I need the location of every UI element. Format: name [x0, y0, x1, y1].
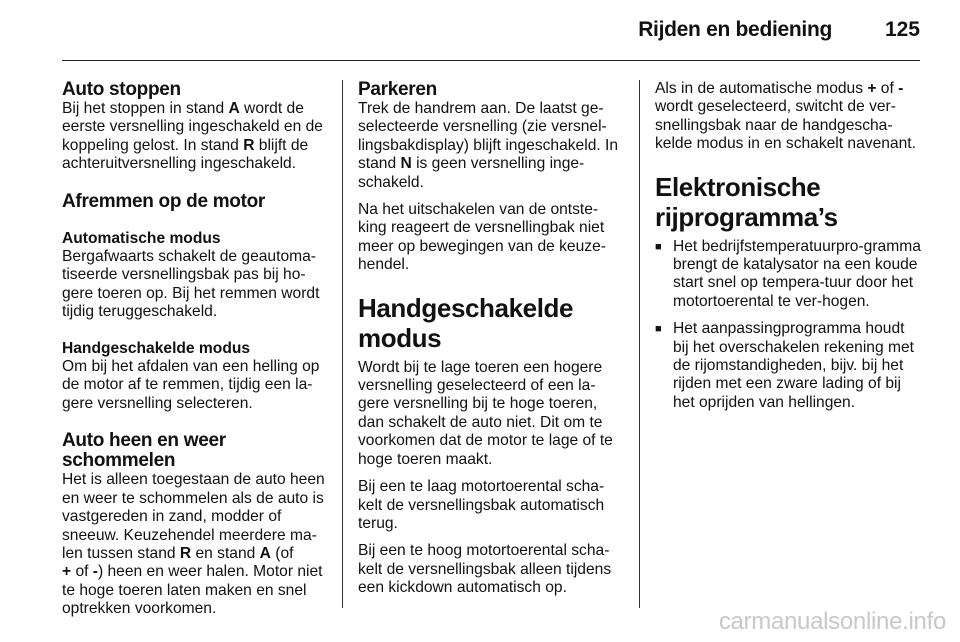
- column-divider: [639, 80, 640, 608]
- paragraph: Bergafwaarts schakelt de geautoma-tiseerde versnellingsbak pas bij ho-gere toeren op. Bij het remmen wordt tijdig teruggeschakeld.: [62, 248, 320, 321]
- paragraph: Wordt bij te lage toeren een hogere versnelling geselecteerd of een la-gere versnelling bij te hoge toeren, dan schakelt de auto niet. Dit om te voorkomen dat de motor te lage of te hoge toeren maakt.: [358, 358, 613, 468]
- section-title: Afremmen op de motor: [62, 190, 266, 212]
- section-title: Parkeren: [358, 79, 437, 100]
- subsection-title: Automatische modus: [62, 229, 221, 247]
- bullet-list: [655, 238, 923, 413]
- paragraph: Bij het stoppen in stand A wordt de eerste versnelling ingeschakeld en de koppeling gelost. In stand R blijft de achteruitversnelling ingeschakeld.: [62, 100, 323, 173]
- paragraph: Als in de automatische modus + of - wordt geselecteerd, switcht de ver-snellingsbak naar de handgescha-kelde modus in en schakelt navenant.: [655, 80, 916, 153]
- column-1: [62, 80, 328, 619]
- watermark: carmanualsonline.info: [718, 608, 946, 635]
- section-title: Auto heen en weer schommelen: [62, 430, 226, 472]
- chapter-title: Rijden en bediening: [638, 18, 832, 41]
- page-header: [62, 0, 920, 61]
- section-title: Auto stoppen: [62, 79, 181, 100]
- paragraph: Na het uitschakelen van de ontste-king reageert de versnellingbak niet meer op bewegingen van de keuze-hendel.: [358, 201, 606, 274]
- column-divider: [342, 80, 343, 608]
- section-title: Elektronische rijprogramma’s: [655, 171, 838, 232]
- paragraph: Het is alleen toegestaan de auto heen en weer te schommelen als de auto is vastgereden in zand, modder of sneeuw. Keuzehendel meerdere ma-len tussen stand R en stand A (of + of -) heen en weer halen. Motor niet te hoge toeren laten maken en snel optrekken voorkomen.: [62, 471, 325, 618]
- paragraph: Trek de handrem aan. De laatst ge-selecteerde versnelling (zie versnel-lingsbakdisplay) blijft ingeschakeld. In stand N is geen versnelling inge-schakeld.: [358, 100, 619, 191]
- subsection-title: Handgeschakelde modus: [62, 339, 251, 357]
- list-item: ■ Het bedrijfstemperatuurpro-gramma brengt de katalysator na een koude start snel op tempera-tuur door het motortoerental te ver-hogen.: [655, 238, 923, 312]
- page-number: 125: [884, 18, 920, 41]
- paragraph: Bij een te laag motortoerental scha-kelt de versnellingsbak automatisch terug.: [358, 478, 605, 532]
- section-title: Handgeschakelde modus: [358, 292, 574, 353]
- list-item: ■ Het aanpassingprogramma houdt bij het overschakelen rekening met de rijomstandigheden, bijv. bij het rijden met een zware lading of bij het oprijden van hellingen.: [655, 320, 923, 412]
- paragraph: Bij een te hoog motortoerental scha-kelt de versnellingsbak alleen tijdens een kickdown automatisch op.: [358, 542, 612, 597]
- paragraph: Om bij het afdalen van een helling op de motor af te remmen, tijdig een la-gere versnelling selecteren.: [62, 358, 320, 412]
- column-3: [655, 80, 923, 412]
- column-2: [358, 80, 624, 598]
